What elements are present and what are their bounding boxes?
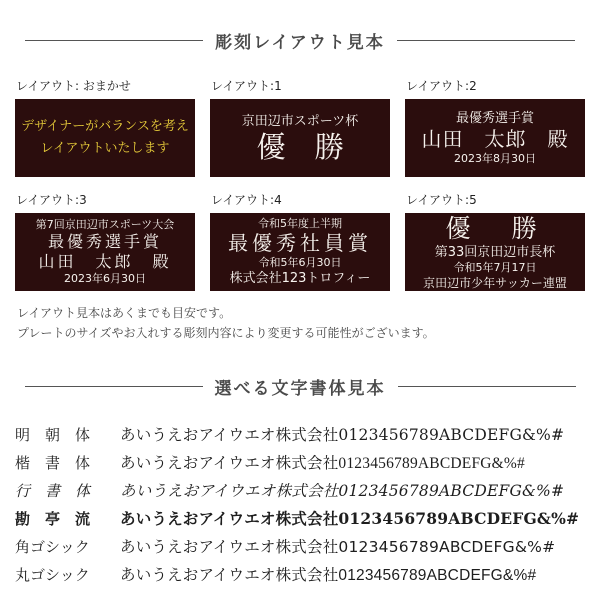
font-row-maru-gothic <box>15 563 585 591</box>
font-row-kaku-gothic <box>15 535 585 563</box>
plate-line: 2023年8月30日 <box>454 152 536 165</box>
engraving-plate-5 <box>405 213 585 291</box>
layout-sample-4 <box>210 191 390 291</box>
engraving-plate-4 <box>210 213 390 291</box>
note-line-2: プレートのサイズやお入れする彫刻内容により変更する可能性がございます。 <box>17 326 435 340</box>
plate-line: デザイナーがバランスを考え <box>21 119 189 134</box>
plate-line: 京田辺市スポーツ杯 <box>241 113 359 129</box>
font-specimen-table <box>15 423 585 591</box>
plate-line: レイアウトいたします <box>40 141 170 156</box>
layout-section-header <box>15 28 585 53</box>
layout-label: レイアウト:2 <box>406 79 477 93</box>
plate-line: 山田 太郎 殿 <box>38 252 172 271</box>
plate-line: 最優秀選手賞 <box>47 232 162 251</box>
plate-line: 最優秀社員賞 <box>228 231 372 255</box>
font-name: 行 書 体 <box>15 482 91 500</box>
plate-line: 令和5年7月17日 <box>453 260 537 274</box>
font-row-mincho <box>15 423 585 451</box>
font-sample-text: あいうえおアイウエオ株式会社0123456789ABCDEFG&%# <box>120 538 556 556</box>
layout-samples-grid <box>15 77 585 291</box>
engraving-plate-3 <box>15 213 195 291</box>
layout-sample-5 <box>405 191 585 291</box>
font-sample-text: あいうえおアイウエオ株式会社0123456789ABCDEFG&%# <box>120 426 565 444</box>
font-name: 丸ゴシック <box>15 567 90 584</box>
font-name: 明 朝 体 <box>15 426 91 444</box>
layout-label: レイアウト: おまかせ <box>16 79 131 93</box>
layout-label: レイアウト:5 <box>406 193 477 207</box>
layout-sample-2 <box>405 77 585 177</box>
plate-line: 令和5年度上半期 <box>258 217 342 230</box>
layout-sample-omakase <box>15 77 195 177</box>
layout-label: レイアウト:4 <box>211 193 282 207</box>
plate-line: 最優秀選手賞 <box>455 111 534 126</box>
plate-line: 京田辺市少年サッカー連盟 <box>423 275 567 290</box>
font-sample-text: あいうえおアイウエオ株式会社0123456789ABCDEFG&%# <box>120 567 537 584</box>
font-name: 楷 書 体 <box>15 456 91 472</box>
plate-line: 2023年6月30日 <box>64 272 146 285</box>
font-row-kanteiryu <box>15 507 585 535</box>
font-sample-text: あいうえおアイウエオ株式会社0123456789ABCDEFG&%# <box>120 482 565 500</box>
layout-notes <box>15 305 585 342</box>
divider-line-left <box>25 40 203 41</box>
font-sample-text: あいうえおアイウエオ株式会社0123456789ABCDEFG&%# <box>120 455 525 472</box>
layout-section-title: 彫刻レイアウト見本 <box>215 33 385 53</box>
plate-line: 優 勝 <box>256 129 344 164</box>
plate-line: 令和5年6月30日 <box>258 256 342 269</box>
font-name: 角ゴシック <box>15 538 90 556</box>
engraving-plate-1 <box>210 99 390 177</box>
engraving-plate-omakase <box>15 99 195 177</box>
layout-sample-3 <box>15 191 195 291</box>
font-row-gyosho <box>15 479 585 507</box>
font-sample-text: あいうえおアイウエオ株式会社0123456789ABCDEFG&%# <box>120 509 580 528</box>
font-row-kaisho <box>15 451 585 479</box>
font-name: 勘 亭 流 <box>15 510 91 528</box>
divider-line-right <box>398 386 576 387</box>
plate-line: 第33回京田辺市長杯 <box>434 244 556 260</box>
layout-label: レイアウト:1 <box>211 79 282 93</box>
plate-line: 第7回京田辺市スポーツ大会 <box>35 218 175 231</box>
fonts-section-header <box>15 374 585 399</box>
divider-line-right <box>397 40 575 41</box>
plate-line: 山田 太郎 殿 <box>421 127 569 151</box>
engraving-plate-2 <box>405 99 585 177</box>
divider-line-left <box>25 386 203 387</box>
layout-sample-1 <box>210 77 390 177</box>
note-line-1: レイアウト見本はあくまでも目安です。 <box>17 306 232 320</box>
plate-line: 株式会社123トロフィー <box>229 271 371 286</box>
layout-label: レイアウト:3 <box>16 193 87 207</box>
fonts-section-title: 選べる文字書体見本 <box>214 379 386 399</box>
plate-line: 優 勝 <box>445 213 545 243</box>
